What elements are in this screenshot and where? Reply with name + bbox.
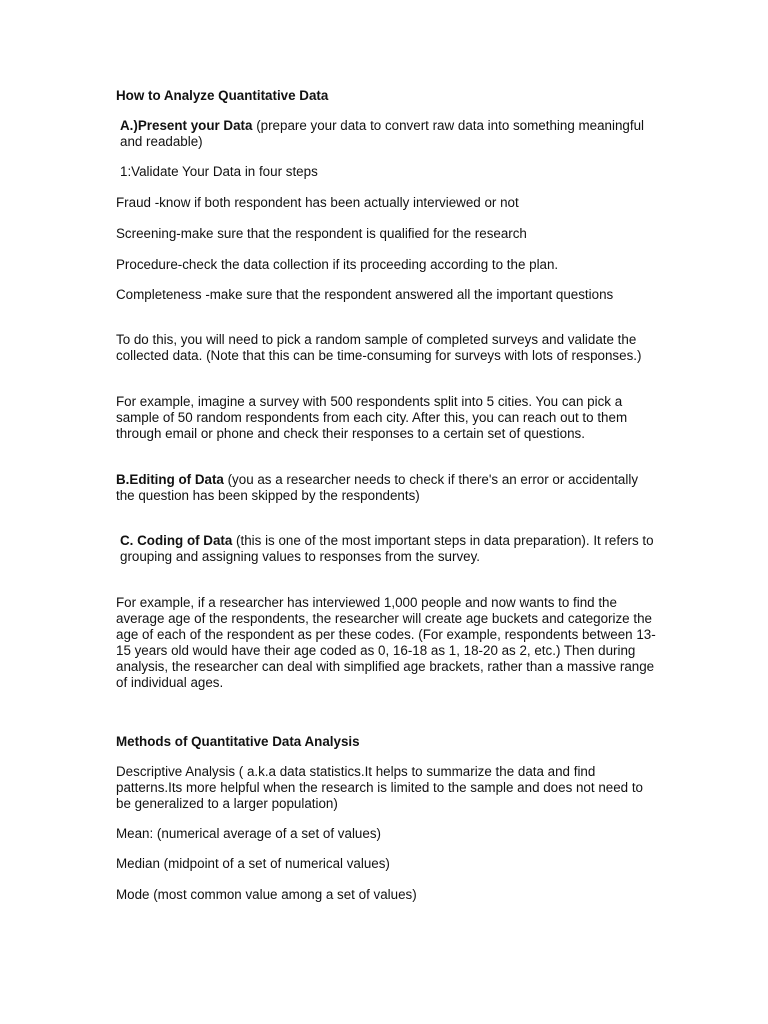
coding-paragraph bbox=[120, 533, 660, 565]
present-data-heading: A.)Present your Data bbox=[120, 118, 253, 133]
completeness-step: Completeness -make sure that the respondent answered all the important questions bbox=[116, 287, 614, 302]
document-title: How to Analyze Quantitative Data bbox=[116, 88, 329, 103]
editing-text: (you as a researcher needs to check if there's an error or accidentally the question has been skipped by the respondents) bbox=[116, 472, 642, 503]
coding-text: (this is one of the most important steps in data preparation). It refers to grouping and assigning values to responses from the survey. bbox=[120, 533, 658, 564]
median-definition: Median (midpoint of a set of numerical values) bbox=[116, 856, 390, 871]
mean-definition: Mean: (numerical average of a set of values) bbox=[116, 826, 381, 841]
fraud-step: Fraud -know if both respondent has been actually interviewed or not bbox=[116, 195, 519, 210]
present-data-text: (prepare your data to convert raw data into something meaningful and readable) bbox=[120, 118, 648, 149]
procedure-step: Procedure-check the data collection if its proceeding according to the plan. bbox=[116, 257, 559, 272]
editing-heading: B.Editing of Data bbox=[116, 472, 224, 487]
mode-definition: Mode (most common value among a set of values) bbox=[116, 887, 417, 902]
todo-paragraph: To do this, you will need to pick a random sample of completed surveys and validate the collected data. (Note that this can be time-consuming for surveys with lots of responses.) bbox=[116, 332, 642, 363]
validate-heading: 1:Validate Your Data in four steps bbox=[120, 164, 318, 179]
example-paragraph: For example, imagine a survey with 500 respondents split into 5 cities. You can pick a sample of 50 random respondents from each city. After this, you can reach out to them through email or phone and check their responses to a certain set of questions. bbox=[116, 394, 631, 441]
methods-heading: Methods of Quantitative Data Analysis bbox=[116, 734, 360, 749]
editing-paragraph bbox=[116, 472, 656, 504]
coding-heading: C. Coding of Data bbox=[120, 533, 233, 548]
screening-step: Screening-make sure that the respondent is qualified for the research bbox=[116, 226, 527, 241]
descriptive-analysis-paragraph: Descriptive Analysis ( a.k.a data statistics.It helps to summarize the data and find patterns.Its more helpful when the research is limited to the sample and does not need to be generalized to a larger population) bbox=[116, 764, 647, 811]
coding-example-paragraph: For example, if a researcher has interviewed 1,000 people and now wants to find the average age of the respondents, the researcher will create age buckets and categorize the age of each of the respondent as per these codes. (For example, respondents between 13-15 years old would have their age coded as 0, 16-18 as 1, 18-20 as 2, etc.) Then during analysis, the researcher can deal with simplified age brackets, rather than a massive range of individual ages. bbox=[116, 595, 658, 690]
present-data-paragraph bbox=[120, 118, 660, 150]
